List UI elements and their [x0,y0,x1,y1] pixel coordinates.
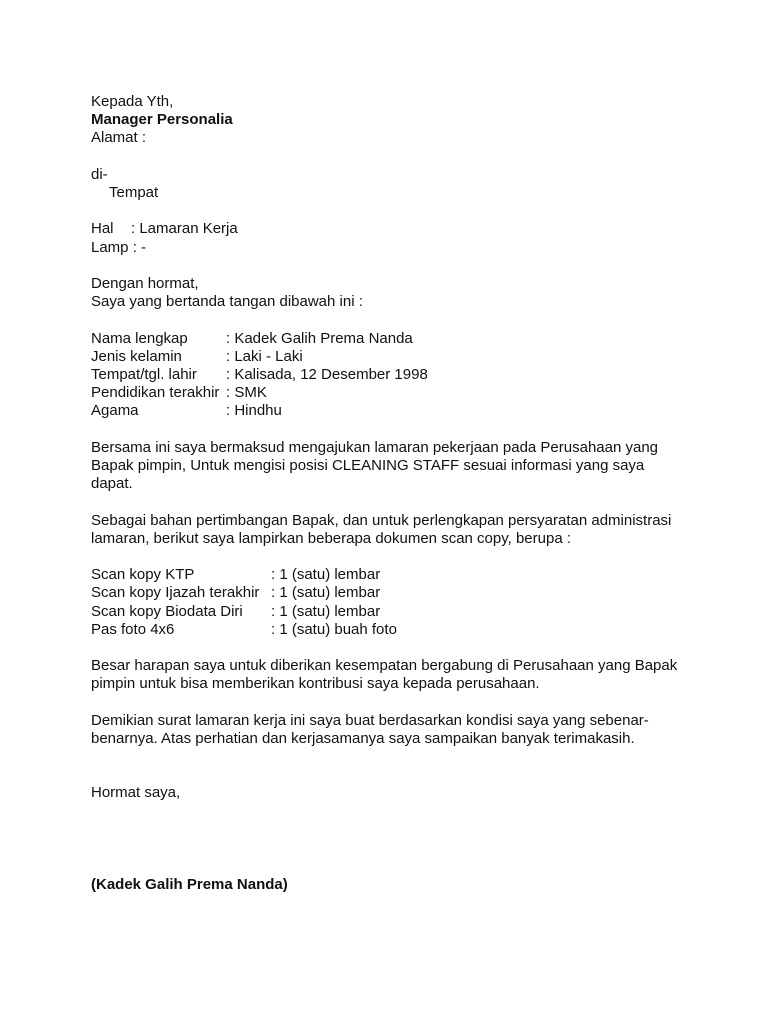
attachment-row [91,603,691,621]
salutation: Dengan hormat, [91,274,199,292]
paragraph-line: lamaran, berikut saya lampirkan beberapa dokumen scan copy, berupa : [91,529,571,547]
paragraph-attachments-intro [91,512,691,548]
personal-info-row [91,330,691,348]
paragraph-line: Demikian surat lamaran kerja ini saya buat berdasarkan kondisi saya yang sebenar- [91,711,649,729]
attachment-value: : 1 (satu) lembar [271,602,381,620]
subject-hal-label: Hal [91,220,114,238]
closing-salutation: Hormat saya, [91,784,181,802]
paragraph-closing [91,712,691,748]
personal-info-list [91,330,691,421]
personal-info-row [91,366,691,384]
subject-row [91,220,691,238]
recipient-di: di- [91,165,108,183]
recipient-name: Manager Personalia [91,111,233,129]
personal-info-row [91,384,691,402]
personal-info-label: Pendidikan terakhir [91,384,220,402]
personal-info-value: : Kadek Galih Prema Nanda [226,329,413,347]
attachment-row [91,621,691,639]
subject-lamp: Lamp : - [91,238,147,256]
paragraph-line: benarnya. Atas perhatian dan kerjasamanya saya sampaikan banyak terimakasih. [91,729,635,747]
paragraph-line: Bersama ini saya bermaksud mengajukan lamaran pekerjaan pada Perusahaan yang [91,438,659,456]
personal-info-value: : Laki - Laki [226,347,303,365]
personal-info-label: Nama lengkap [91,329,188,347]
recipient-place: Tempat [109,184,159,201]
personal-info-row [91,348,691,366]
intro-line: Saya yang bertanda tangan dibawah ini : [91,293,363,311]
paragraph-line: Sebagai bahan pertimbangan Bapak, dan untuk perlengkapan persyaratan administrasi [91,511,672,529]
paragraph-line: dapat. [91,475,133,493]
letter-body [91,93,691,895]
attachment-label: Scan kopy Ijazah terakhir [91,584,260,602]
paragraph-application [91,439,691,494]
paragraph-hope [91,657,691,693]
signature-name: (Kadek Galih Prema Nanda) [91,876,288,894]
attachment-value: : 1 (satu) lembar [271,566,381,584]
personal-info-row [91,402,691,420]
personal-info-value: : Kalisada, 12 Desember 1998 [226,365,428,383]
personal-info-value: : SMK [226,384,267,402]
paragraph-line: pimpin untuk bisa memberikan kontribusi saya kepada perusahaan. [91,675,540,693]
attachment-label: Pas foto 4x6 [91,620,175,638]
personal-info-label: Tempat/tgl. lahir [91,365,197,383]
paragraph-line: Besar harapan saya untuk diberikan kesempatan bergabung di Perusahaan yang Bapak [91,657,678,675]
recipient-greeting: Kepada Yth, [91,93,174,110]
personal-info-label: Agama [91,402,139,420]
attachment-value: : 1 (satu) lembar [271,584,381,602]
recipient-address-label: Alamat : [91,129,147,147]
attachment-label: Scan kopy Biodata Diri [91,602,243,620]
paragraph-line: Bapak pimpin, Untuk mengisi posisi CLEANING STAFF sesuai informasi yang saya [91,456,645,474]
attachment-row [91,566,691,584]
subject-hal-value: : Lamaran Kerja [131,220,238,238]
attachment-row [91,584,691,602]
attachment-value: : 1 (satu) buah foto [271,620,397,638]
attachments-list [91,566,691,639]
personal-info-value: : Hindhu [226,402,282,420]
attachment-label: Scan kopy KTP [91,566,195,584]
personal-info-label: Jenis kelamin [91,347,182,365]
